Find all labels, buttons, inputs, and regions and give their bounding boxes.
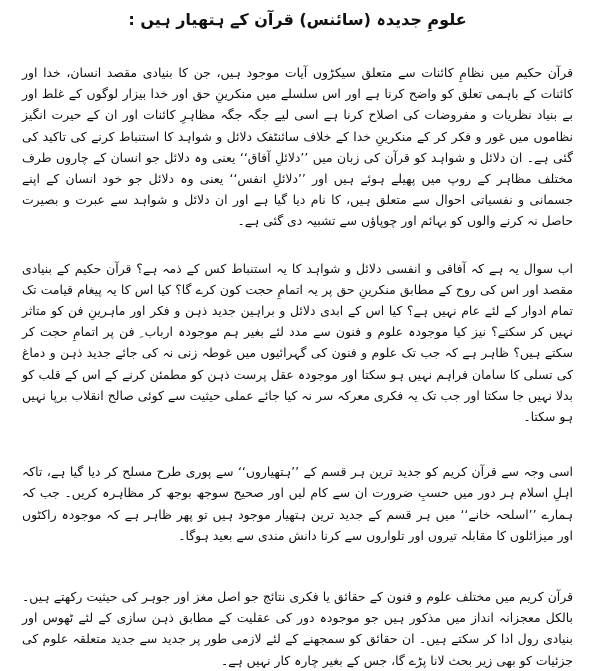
document-title: علومِ جدیدہ (سائنس) قرآن کے ہتھیار ہیں : (128, 10, 467, 29)
paragraph-1: قرآن حکیم میں نظامِ کائنات سے متعلق سیکڑوں آیات موجود ہیں، جن کا بنیادی مقصد انسان، خدا اور کائنات کے باہمی تعلق کو واضح کرنا ہے اور اس سلسلے میں منکرینِ حق اور خدا بیزار لوگوں کے غلط اور بے بنیاد نظریات و مفروضات کی اصلاح کرنا ہے اسی لیے جگہ جگہ مظاہرِ کائنات اور ان کے حیرت انگیز نظاموں میں غور و فکر کر کے منکرینِ خدا کے خلاف سائنٹفک دلائل و شواہد کا استنباط کرنے کی تاکید کی گئی ہے۔ ان دلائل و شواہد کو قرآن کی زبان میں ’’دلائلِ آفاق‘‘ یعنی وہ دلائل جو انسان کے چاروں طرف مختلف مظاہر کے روپ میں پھیلے ہوئے ہیں اور ’’دلائلِ انفس‘‘ یعنی وہ دلائل جو خود انسان کے اپنے جسمانی و نفسیاتی احوال سے متعلق ہیں، کا نام دیا گیا ہے اور ان دلائل و شواہد سے عبرت و بصیرت حاصل نہ کرنے والوں کو بہائم اور چوپاؤں سے تشبیہ دی گئی ہے۔ (22, 65, 573, 229)
paragraph-2: اب سوال یہ ہے کہ آفاقی و انفسی دلائل و شواہد کا یہ استنباط کس کے ذمہ ہے؟ قرآن حکیم کے بنیادی مقصد اور اس کی روح کے مطابق منکرینِ حق پر یہ اتمامِ حجت کون کرے گا؟ کیا اس کا یہ پیغام قیامت تک تمام ادوار کے لئے عام نہیں ہے؟ کیا اس کے ابدی دلائل و براہین جدید ذہن و فکر اور ماہرینِ فن کو متاثر نہیں کر سکتے؟ نیز کیا موجودہ علوم و فنون سے مدد لئے بغیر ہم موجودہ ارباب ِ فن پر اتمامِ حجت کر سکتے ہیں؟ ظاہر ہے کہ جب تک علوم و فنون کی گہرائیوں میں غوطہ زنی نہ کی جائے جدید ذہن و دماغ کی تسلی کا سامان فراہم نہیں ہو سکتا اور موجودہ عقل پرست ذہن کو مطمئن کرنے کے اس کے قلب کو بدلا نہیں جا سکتا اور جب تک یہ فکری معرکہ سر نہ کیا جائے عملی حیثیت سے کوئی صالح انقلاب برپا نہیں ہو سکتا۔ (22, 260, 573, 425)
paragraph-4: قرآن کریم میں مختلف علوم و فنون کے حقائق یا فکری نتائج جو اصل مغز اور جوہر کی حیثیت رکھتے ہیں۔ بالکل معجزانہ انداز میں مذکور ہیں جو موجودہ دور کی عقلیت کے مطابق ذہن سازی کے لئے ٹھوس اور بنیادی رول ادا کر سکتے ہیں۔ ان حقائق کو سمجھنے کے لئے لازمی طور پر جدید سے جدید متعلقہ علوم کی جزئیات کو بھی زیر بحث لانا پڑے گا، جس کے بغیر چارہ کار نہیں ہے۔ (22, 589, 573, 668)
paragraph-3: اسی وجہ سے قرآن کریم کو جدید ترین ہر قسم کے ’’ہتھیاروں‘‘ سے پوری طرح مسلح کر دیا گیا ہے، تاکہ اہلِ اسلام ہر دور میں حسبِ ضرورت ان سے کام لیں اور صحیح سوجھ بوجھ کر مظاہرہ کریں۔ جب کہ ہمارے ’’اسلحہ خانے‘‘ میں ہر قسم کے جدید ترین ہتھیار موجود ہیں تو پھر ظاہر ہے کہ موجودہ راکٹوں اور میزائلوں کا مقابلہ تیروں اور تلواروں سے کرنا دانش مندی سے بعید ہوگا۔ (22, 464, 573, 543)
